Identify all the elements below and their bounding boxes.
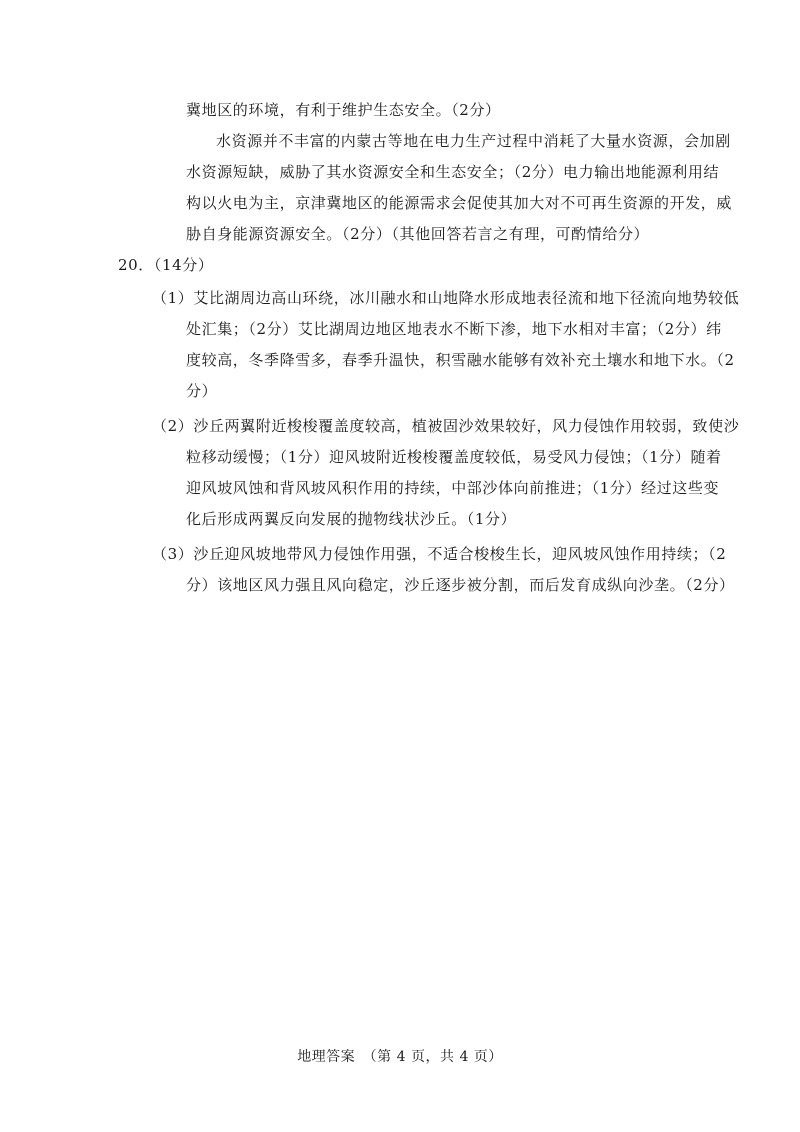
text-line: 水资源短缺，威胁了其水资源安全和生态安全；（2分）电力输出地能源利用结 [186, 163, 720, 181]
continuation-paragraph [186, 95, 501, 126]
text-line: 分）该地区风力强且风向稳定，沙丘逐步被分割，而后发育成纵向沙垄。（2分） [186, 576, 735, 594]
text-line: （2）沙丘两翼附近梭梭覆盖度较高，植被固沙效果较好，风力侵蚀作用较弱，致使沙 [152, 417, 740, 435]
text-line: 构以火电为主，京津冀地区的能源需求会促使其加大对不可再生资源的开发，威 [186, 194, 733, 212]
text-line: 20．（14分） [118, 256, 214, 274]
page-footer: 地理答案 （第 4 页，共 4 页） [297, 1049, 503, 1065]
text-line: 粒移动缓慢；（1分）迎风坡附近梭梭覆盖度较低，易受风力侵蚀；（1分）随着 [186, 448, 722, 466]
text-line: 分） [186, 382, 218, 400]
text-line: （3）沙丘迎风坡地带风力侵蚀作用强，不适合梭梭生长，迎风坡风蚀作用持续；（2 [152, 545, 727, 563]
text-line: 处汇集；（2分）艾比湖周边地区地表水不断下渗，地下水相对丰富；（2分）纬 [186, 320, 722, 338]
question-20-part-3 [152, 539, 735, 601]
question-20-part-1 [152, 283, 739, 407]
text-line: 胁自身能源资源安全。（2分）（其他回答若言之有理，可酌情给分） [186, 225, 650, 243]
text-line: 水资源并不丰富的内蒙古等地在电力生产过程中消耗了大量水资源，会加剧 [216, 132, 731, 150]
question-20-part-2 [152, 411, 739, 535]
text-line: 度较高，冬季降雪多，春季升温快，积雪融水能够有效补充土壤水和地下水。（2 [186, 351, 735, 369]
water-resource-paragraph [186, 126, 732, 250]
text-line: 化后形成两翼反向发展的抛物线状沙丘。（1分） [186, 510, 517, 528]
text-line: 迎风坡风蚀和背风坡风积作用的持续，中部沙体向前推进；（1分）经过这些变 [186, 479, 720, 497]
text-line: （1）艾比湖周边高山环绕，冰川融水和山地降水形成地表径流和地下径流向地势较低 [152, 289, 740, 307]
question-20-header [118, 250, 213, 281]
text-line: 冀地区的环境，有利于维护生态安全。（2分） [186, 101, 501, 119]
